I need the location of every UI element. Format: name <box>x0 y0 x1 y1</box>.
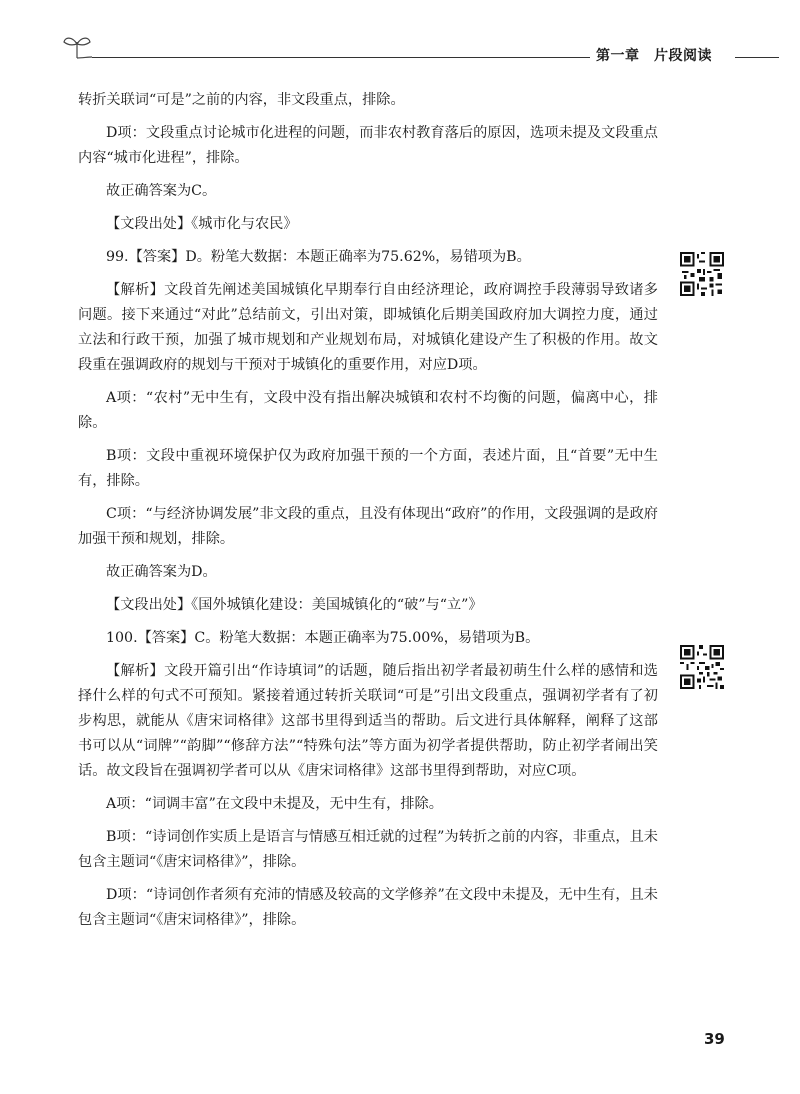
page-body <box>78 88 658 941</box>
paragraph-source: 【文段出处】《城市化与农民》 <box>106 216 298 232</box>
chapter-title: 第一章 片段阅读 <box>596 48 712 64</box>
paragraph-q100-analysis: 【解析】文段开篇引出“作诗填词”的话题，随后指出初学者最初萌生什么样的感情和选择什么样的句式不可预知。紧接着通过转折关联词“可是”引出文段重点，强调初学者有了初步构思，就能从《唐宋词格律》这部书里得到适当的帮助。后文进行具体解释，阐释了这部书可以从“词牌”“韵脚”“修辞方法”“特殊句法”等方面为初学者提供帮助，防止初学者闹出笑话。故文段旨在强调初学者可以从《唐宋词格律》这部书里得到帮助，对应C项。 <box>78 663 658 779</box>
paragraph-q100-option-b: B项：“诗词创作实质上是语言与情感互相迁就的过程”为转折之前的内容，非重点，且未包含主题词“《唐宋词格律》”，排除。 <box>78 829 658 870</box>
paragraph-q100-option-d: D项：“诗词创作者须有充沛的情感及较高的文学修养”在文段中未提及，无中生有，且未包含主题词“《唐宋词格律》”，排除。 <box>78 887 658 928</box>
paragraph-q99-correct: 故正确答案为D。 <box>106 564 217 580</box>
paragraph-q99-source: 【文段出处】《国外城镇化建设：美国城镇化的“破”与“立”》 <box>106 597 483 613</box>
leaf-sprout-icon <box>62 32 92 60</box>
paragraph-q99-option-a: A项：“农村”无中生有，文段中没有指出解决城镇和农村不均衡的问题，偏离中心，排除。 <box>78 390 658 431</box>
page-header <box>0 0 800 80</box>
page-number: 39 <box>704 1030 725 1048</box>
qr-code-icon[interactable] <box>680 645 724 689</box>
paragraph-q99-option-c: C项：“与经济协调发展”非文段的重点，且没有体现出“政府”的作用，文段强调的是政府加强干预和规划，排除。 <box>78 506 658 547</box>
paragraph-answer: 故正确答案为C。 <box>106 183 217 199</box>
paragraph-q99-answer: 99.【答案】D。粉笔大数据：本题正确率为75.62%，易错项为B。 <box>106 249 531 265</box>
header-rule-left <box>92 57 590 58</box>
paragraph-q99-option-b: B项：文段中重视环境保护仅为政府加强干预的一个方面，表述片面，且“首要”无中生有，排除。 <box>78 448 658 489</box>
header-rule-right <box>735 57 779 58</box>
paragraph-continuation: 转折关联词“可是”之前的内容，非文段重点，排除。 <box>78 92 405 108</box>
paragraph-q99-analysis: 【解析】文段首先阐述美国城镇化早期奉行自由经济理论，政府调控手段薄弱导致诸多问题。接下来通过“对此”总结前文，引出对策，即城镇化后期美国政府加大调控力度，通过立法和行政干预，加强了城市规划和产业规划布局，对城镇化建设产生了积极的作用。故文段重在强调政府的规划与干预对于城镇化的重要作用，对应D项。 <box>78 282 658 373</box>
paragraph-q100-answer: 100.【答案】C。粉笔大数据：本题正确率为75.00%，易错项为B。 <box>106 630 540 646</box>
paragraph-option-d: D项：文段重点讨论城市化进程的问题，而非农村教育落后的原因，选项未提及文段重点内容“城市化进程”，排除。 <box>78 125 658 166</box>
qr-code-icon[interactable] <box>680 252 724 296</box>
paragraph-q100-option-a: A项：“词调丰富”在文段中未提及，无中生有，排除。 <box>106 796 443 812</box>
